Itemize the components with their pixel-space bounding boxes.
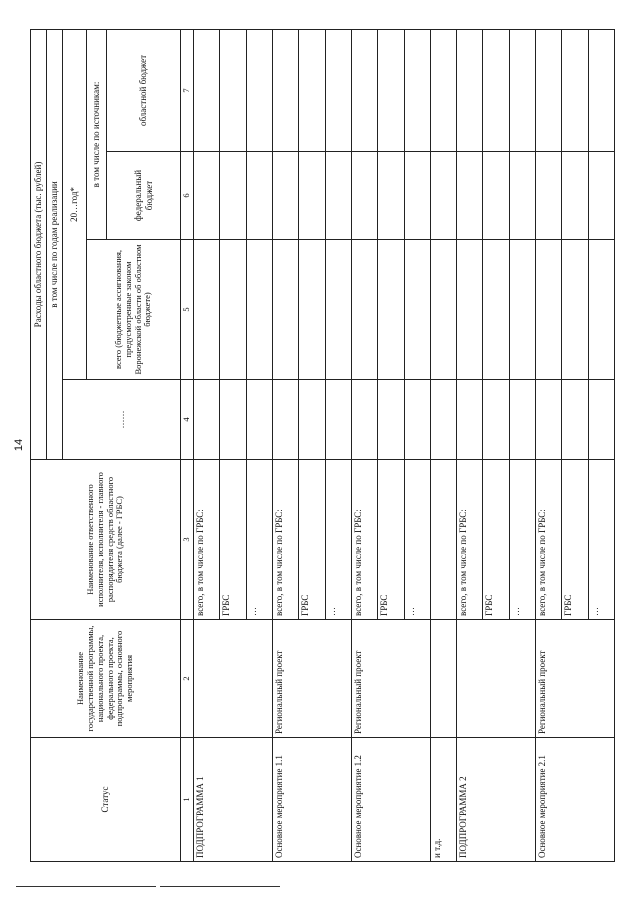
- value-cell: [536, 152, 562, 240]
- col-number: 5: [181, 240, 194, 380]
- status-cell: Основное мероприятие 1.2: [351, 738, 430, 862]
- name-cell: [457, 620, 536, 738]
- value-cell: [562, 29, 588, 151]
- value-cell: [509, 380, 535, 460]
- status-cell: и т.д.: [430, 738, 456, 862]
- value-cell: [588, 240, 614, 380]
- value-cell: [509, 240, 535, 380]
- by-sources-header: в том числе по источникам:: [87, 29, 107, 239]
- value-cell: [457, 152, 483, 240]
- value-cell: [378, 29, 404, 151]
- value-cell: [483, 380, 509, 460]
- regional-header: областной бюджет: [107, 29, 181, 151]
- value-cell: [325, 152, 351, 240]
- executor-cell: ГРБС: [483, 460, 509, 620]
- col-number: 3: [181, 460, 194, 620]
- federal-header: федеральный бюджет: [107, 152, 181, 240]
- value-cell: [299, 380, 325, 460]
- value-cell: [483, 152, 509, 240]
- col-number: 7: [181, 29, 194, 151]
- value-cell: [536, 380, 562, 460]
- executor-cell: всего, в том числе по ГРБС:: [272, 460, 298, 620]
- value-cell: [378, 152, 404, 240]
- value-cell: [430, 240, 456, 380]
- executor-cell: …: [246, 460, 272, 620]
- value-cell: [378, 380, 404, 460]
- value-cell: [351, 29, 377, 151]
- col-number: 2: [181, 620, 194, 738]
- value-cell: [325, 29, 351, 151]
- year-header: 20…год*: [63, 29, 87, 379]
- value-cell: [220, 152, 246, 240]
- table-row: [457, 29, 483, 861]
- value-cell: [509, 152, 535, 240]
- value-cell: [588, 152, 614, 240]
- value-cell: [246, 29, 272, 151]
- expenses-table: [30, 29, 615, 862]
- total-header: всего (бюджетные ассигнования, предусмотренные законом Воронежской области об областном бюджете): [87, 240, 181, 380]
- value-cell: [536, 240, 562, 380]
- value-cell: [483, 240, 509, 380]
- executor-cell: …: [588, 460, 614, 620]
- executor-cell: …: [404, 460, 430, 620]
- value-cell: [588, 380, 614, 460]
- executor-cell: всего, в том числе по ГРБС:: [194, 460, 220, 620]
- rotated-page: [30, 30, 615, 862]
- col-number: 4: [181, 380, 194, 460]
- value-cell: [220, 29, 246, 151]
- value-cell: [325, 240, 351, 380]
- value-cell: [246, 152, 272, 240]
- table-row: [272, 29, 298, 861]
- name-cell: [430, 620, 456, 738]
- page-number: 14: [13, 438, 25, 452]
- table-row: [430, 29, 456, 861]
- value-cell: [404, 240, 430, 380]
- executor-cell: [430, 460, 456, 620]
- table-row: [194, 29, 220, 861]
- executor-cell: всего, в том числе по ГРБС:: [457, 460, 483, 620]
- value-cell: [562, 240, 588, 380]
- value-cell: [430, 152, 456, 240]
- value-cell: [351, 152, 377, 240]
- executor-cell: …: [509, 460, 535, 620]
- value-cell: [299, 152, 325, 240]
- footer-rule: [16, 886, 156, 887]
- table-row: [536, 29, 562, 861]
- value-cell: [220, 380, 246, 460]
- value-cell: [483, 29, 509, 151]
- value-cell: [246, 240, 272, 380]
- value-cell: [194, 152, 220, 240]
- value-cell: [272, 29, 298, 151]
- table-body: [194, 29, 615, 861]
- executor-header: Наименование ответственного исполнителя, исполнителя - главного распорядителя средств областного бюджета (далее - ГРБС): [31, 460, 181, 620]
- value-cell: [351, 240, 377, 380]
- name-cell: [194, 620, 273, 738]
- executor-cell: ГРБС: [378, 460, 404, 620]
- value-cell: [272, 240, 298, 380]
- value-cell: [536, 29, 562, 151]
- executor-cell: …: [325, 460, 351, 620]
- value-cell: [588, 29, 614, 151]
- executor-cell: ГРБС: [562, 460, 588, 620]
- value-cell: [220, 240, 246, 380]
- name-header: Наименование государственной программы, национального проекта, федерального проекта, подпрограммы, основного мероприятия: [31, 620, 181, 738]
- value-cell: [404, 380, 430, 460]
- value-cell: [562, 380, 588, 460]
- value-cell: [457, 240, 483, 380]
- value-cell: [378, 240, 404, 380]
- executor-cell: всего, в том числе по ГРБС:: [351, 460, 377, 620]
- executor-cell: всего, в том числе по ГРБС:: [536, 460, 562, 620]
- by-years-header: в том числе по годам реализации: [47, 29, 63, 459]
- value-cell: [246, 380, 272, 460]
- value-cell: [351, 380, 377, 460]
- footer-rule: [160, 886, 280, 887]
- name-cell: Региональный проект: [536, 620, 615, 738]
- value-cell: [430, 29, 456, 151]
- value-cell: [457, 380, 483, 460]
- dots-header: ……: [63, 380, 181, 460]
- status-cell: Основное мероприятие 2.1: [536, 738, 615, 862]
- expenses-header: Расходы областного бюджета (тыс. рублей): [31, 29, 47, 459]
- table-row: [351, 29, 377, 861]
- value-cell: [430, 380, 456, 460]
- value-cell: [272, 152, 298, 240]
- col-number: 1: [181, 738, 194, 862]
- value-cell: [194, 240, 220, 380]
- value-cell: [457, 29, 483, 151]
- executor-cell: ГРБС: [299, 460, 325, 620]
- value-cell: [325, 380, 351, 460]
- status-cell: ПОДПРОГРАММА 1: [194, 738, 273, 862]
- value-cell: [509, 29, 535, 151]
- value-cell: [299, 240, 325, 380]
- name-cell: Региональный проект: [272, 620, 351, 738]
- status-cell: ПОДПРОГРАММА 2: [457, 738, 536, 862]
- value-cell: [562, 152, 588, 240]
- value-cell: [404, 29, 430, 151]
- value-cell: [299, 29, 325, 151]
- value-cell: [272, 380, 298, 460]
- status-header: Статус: [31, 738, 181, 862]
- value-cell: [194, 29, 220, 151]
- executor-cell: ГРБС: [220, 460, 246, 620]
- name-cell: Региональный проект: [351, 620, 430, 738]
- value-cell: [194, 380, 220, 460]
- status-cell: Основное мероприятие 1.1: [272, 738, 351, 862]
- col-number: 6: [181, 152, 194, 240]
- value-cell: [404, 152, 430, 240]
